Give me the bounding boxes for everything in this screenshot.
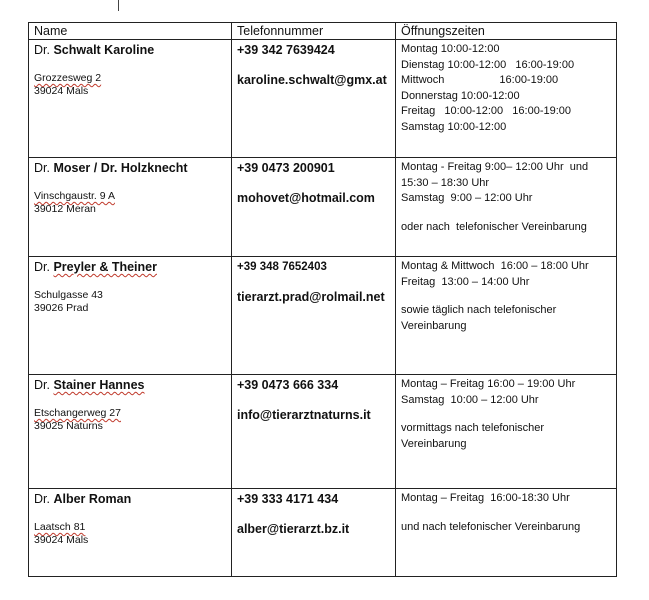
spacer — [401, 207, 612, 220]
vet-name — [34, 491, 227, 507]
vet-contact-cell — [232, 375, 396, 489]
vet-phone[interactable]: +39 342 7639424 — [237, 43, 335, 57]
vet-name — [34, 42, 227, 58]
vet-street: Laatsch 81 — [34, 521, 86, 533]
table-row — [29, 158, 617, 257]
hours-note: sowie täglich nach telefonischer Vereinbarung — [401, 304, 557, 332]
vet-name-cell — [29, 375, 232, 489]
vet-email[interactable]: alber@tierarzt.bz.it — [237, 522, 350, 536]
hours-line: Samstag 10:00 – 12:00 Uhr — [401, 393, 539, 406]
vet-email[interactable]: karoline.schwalt@gmx.at — [237, 73, 387, 87]
header-phone: Telefonnummer — [232, 23, 396, 40]
hours-line: Montag 10:00-12:00 — [401, 43, 500, 55]
hours-line: Montag & Mittwoch 16:00 – 18:00 Uhr — [401, 260, 589, 272]
vet-phone[interactable]: +39 348 7652403 — [237, 261, 327, 273]
vet-fullname: Alber Roman — [53, 492, 132, 506]
vet-address — [34, 72, 227, 98]
vet-address — [34, 289, 227, 315]
hours-line: Donnerstag 10:00-12:00 — [401, 89, 520, 102]
table-row — [29, 489, 617, 577]
vet-name — [34, 377, 227, 393]
vet-city: 39024 Mals — [34, 534, 89, 546]
text-cursor — [118, 0, 119, 11]
vet-name-cell — [29, 257, 232, 375]
vet-hours-cell — [396, 375, 617, 489]
hours-line: Montag – Freitag 16:00-18:30 Uhr — [401, 492, 570, 504]
vet-hours-cell — [396, 257, 617, 375]
table-row — [29, 375, 617, 489]
vet-name — [34, 160, 227, 176]
vet-contact-cell — [232, 257, 396, 375]
vet-street: Etschangerweg 27 — [34, 407, 121, 419]
vet-street: Vinschgaustr. 9 A — [34, 190, 115, 202]
vet-table — [28, 22, 617, 577]
vet-contact-cell — [232, 489, 396, 577]
hours-line: Montag - Freitag 9:00– 12:00 Uhr und — [401, 161, 589, 173]
vet-hours — [401, 491, 612, 535]
vet-phone[interactable]: +39 0473 666 334 — [237, 378, 339, 392]
hours-line: Mittwoch 16:00-19:00 — [401, 74, 559, 86]
vet-name — [34, 259, 227, 275]
hours-note: und nach telefonischer Vereinbarung — [401, 520, 581, 533]
vet-name-cell — [29, 158, 232, 257]
spacer — [401, 408, 612, 421]
vet-hours-cell — [396, 489, 617, 577]
vet-fullname: Stainer Hannes — [53, 378, 145, 392]
vet-address — [34, 407, 227, 433]
vet-hours-cell — [396, 40, 617, 158]
vet-title: Dr. — [34, 260, 50, 274]
vet-hours — [401, 42, 612, 135]
spacer — [401, 290, 612, 303]
vet-hours — [401, 160, 612, 235]
hours-line: Dienstag 10:00-12:00 16:00-19:00 — [401, 58, 575, 71]
vet-fullname: Moser / Dr. Holzknecht — [53, 161, 188, 175]
vet-city: 39026 Prad — [34, 302, 89, 314]
vet-email[interactable]: info@tierarztnaturns.it — [237, 408, 371, 422]
hours-line: Samstag 9:00 – 12:00 Uhr — [401, 192, 533, 204]
vet-city: 39025 Naturns — [34, 420, 103, 432]
vet-hours — [401, 377, 612, 452]
vet-title: Dr. — [34, 378, 50, 392]
vet-title: Dr. — [34, 161, 50, 175]
vet-address — [34, 190, 227, 216]
vet-city: 39012 Meran — [34, 203, 96, 215]
hours-line: Montag – Freitag 16:00 – 19:00 Uhr — [401, 378, 576, 390]
vet-email[interactable]: tierarzt.prad@rolmail.net — [237, 290, 385, 304]
spacer — [401, 507, 612, 520]
vet-hours-cell — [396, 158, 617, 257]
vet-city: 39024 Mals — [34, 85, 89, 97]
hours-note: vormittags nach telefonischer Vereinbarung — [401, 422, 545, 450]
vet-fullname: Preyler & Theiner — [53, 260, 157, 274]
vet-name-cell — [29, 40, 232, 158]
header-hours: Öffnungszeiten — [396, 23, 617, 40]
header-name: Name — [29, 23, 232, 40]
table-row — [29, 257, 617, 375]
vet-street: Grozzesweg 2 — [34, 72, 102, 84]
hours-line: Samstag 10:00-12:00 — [401, 120, 507, 133]
vet-address — [34, 521, 227, 547]
hours-line: 15:30 – 18:30 Uhr — [401, 176, 490, 189]
header-row — [29, 23, 617, 40]
hours-line: Freitag 10:00-12:00 16:00-19:00 — [401, 105, 572, 117]
vet-fullname: Schwalt Karoline — [53, 43, 155, 57]
vet-hours — [401, 259, 612, 334]
vet-contact-cell — [232, 158, 396, 257]
vet-phone[interactable]: +39 0473 200901 — [237, 161, 335, 175]
hours-line: Freitag 13:00 – 14:00 Uhr — [401, 275, 530, 288]
vet-phone[interactable]: +39 333 4171 434 — [237, 492, 339, 506]
hours-note: oder nach telefonischer Vereinbarung — [401, 220, 587, 233]
vet-title: Dr. — [34, 492, 50, 506]
vet-title: Dr. — [34, 43, 50, 57]
vet-contact-cell — [232, 40, 396, 158]
vet-name-cell — [29, 489, 232, 577]
vet-street: Schulgasse 43 — [34, 289, 103, 301]
vet-email[interactable]: mohovet@hotmail.com — [237, 191, 375, 205]
table-row — [29, 40, 617, 158]
